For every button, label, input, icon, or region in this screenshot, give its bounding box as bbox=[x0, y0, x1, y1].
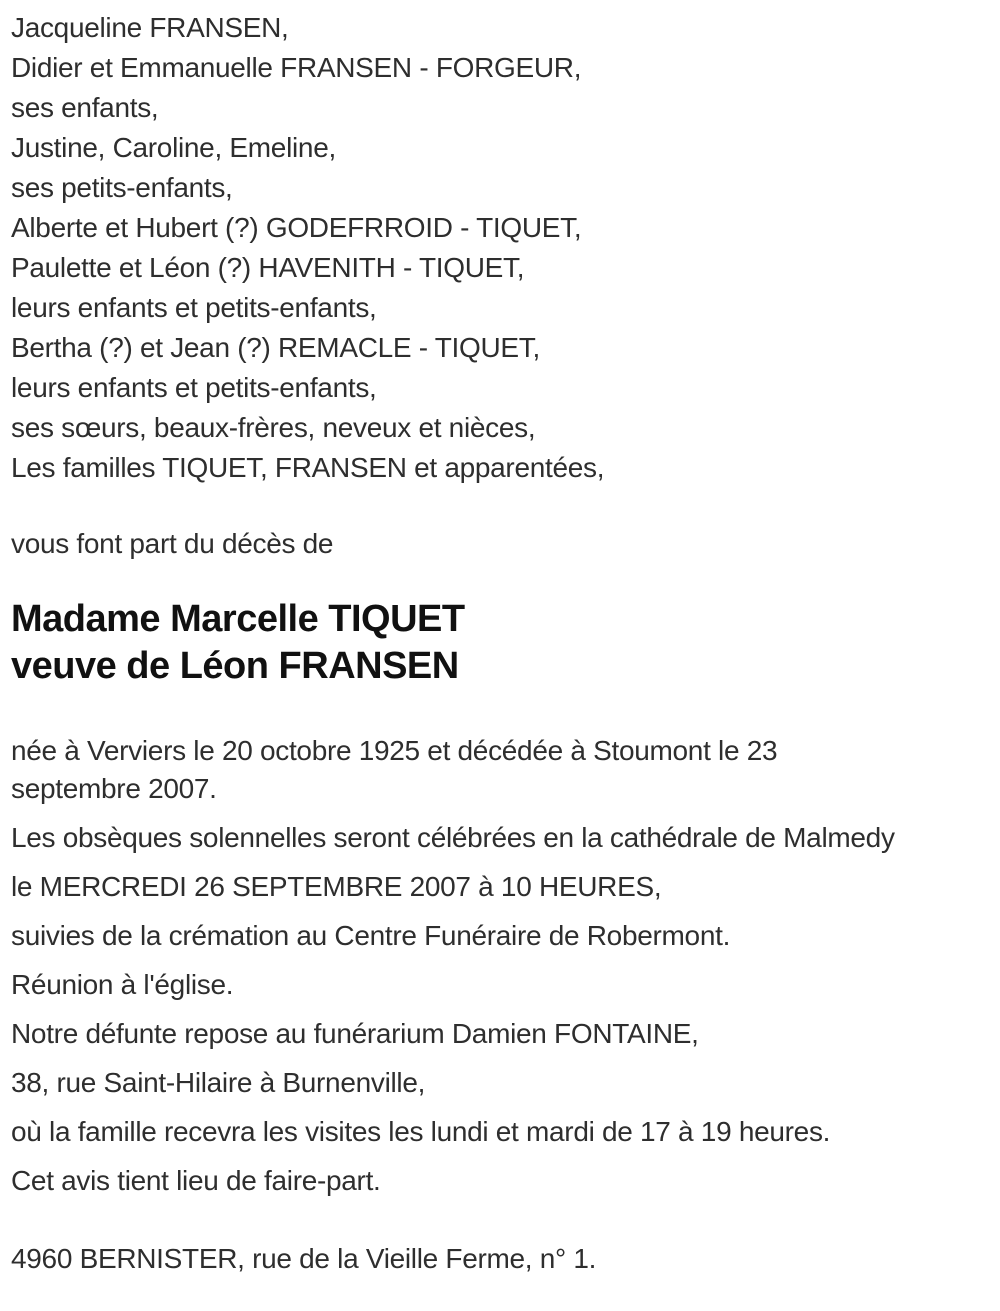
family-address: 4960 BERNISTER, rue de la Vieille Ferme, n° 1. bbox=[11, 1243, 597, 1274]
deceased-heading bbox=[11, 596, 986, 690]
deceased-name: Madame Marcelle TIQUET bbox=[11, 598, 465, 640]
deceased-widow-title: veuve de Léon FRANSEN bbox=[11, 645, 459, 687]
family-line: Paulette et Léon (?) HAVENITH - TIQUET, bbox=[11, 252, 525, 283]
family-line: Jacqueline FRANSEN, bbox=[11, 12, 289, 43]
family-list bbox=[11, 8, 986, 488]
family-line: ses petits-enfants, bbox=[11, 172, 233, 203]
notice-paragraph-repose: Notre défunte repose au funérarium Damien FONTAINE, bbox=[11, 1018, 699, 1049]
family-line: ses sœurs, beaux-frères, neveux et nièces, bbox=[11, 412, 536, 443]
family-line: leurs enfants et petits-enfants, bbox=[11, 292, 377, 323]
notice-paragraph-visits: où la famille recevra les visites les lundi et mardi de 17 à 19 heures. bbox=[11, 1116, 831, 1147]
family-line: Justine, Caroline, Emeline, bbox=[11, 132, 336, 163]
family-line: leurs enfants et petits-enfants, bbox=[11, 372, 377, 403]
notice-paragraph-meeting: Réunion à l'église. bbox=[11, 969, 234, 1000]
notice-paragraph-repose-address: 38, rue Saint-Hilaire à Burnenville, bbox=[11, 1067, 426, 1098]
notice-paragraph-faire-part: Cet avis tient lieu de faire-part. bbox=[11, 1165, 381, 1196]
notice-paragraph-birth-death: née à Verviers le 20 octobre 1925 et décédée à Stoumont le 23 septembre 2007. bbox=[11, 735, 778, 804]
notice-paragraph-cremation: suivies de la crémation au Centre Funéraire de Robermont. bbox=[11, 920, 731, 951]
announcement-intro: vous font part du décès de bbox=[11, 528, 334, 559]
notice-paragraph-service: Les obsèques solennelles seront célébrées en la cathédrale de Malmedy bbox=[11, 822, 895, 853]
family-line: Les familles TIQUET, FRANSEN et apparentées, bbox=[11, 452, 605, 483]
family-line: Alberte et Hubert (?) GODEFRROID - TIQUET, bbox=[11, 212, 582, 243]
notice-paragraph-service-date: le MERCREDI 26 SEPTEMBRE 2007 à 10 HEURES, bbox=[11, 871, 662, 902]
family-line: Didier et Emmanuelle FRANSEN - FORGEUR, bbox=[11, 52, 582, 83]
funeral-details bbox=[11, 732, 986, 1200]
family-line: Bertha (?) et Jean (?) REMACLE - TIQUET, bbox=[11, 332, 540, 363]
family-line: ses enfants, bbox=[11, 92, 159, 123]
